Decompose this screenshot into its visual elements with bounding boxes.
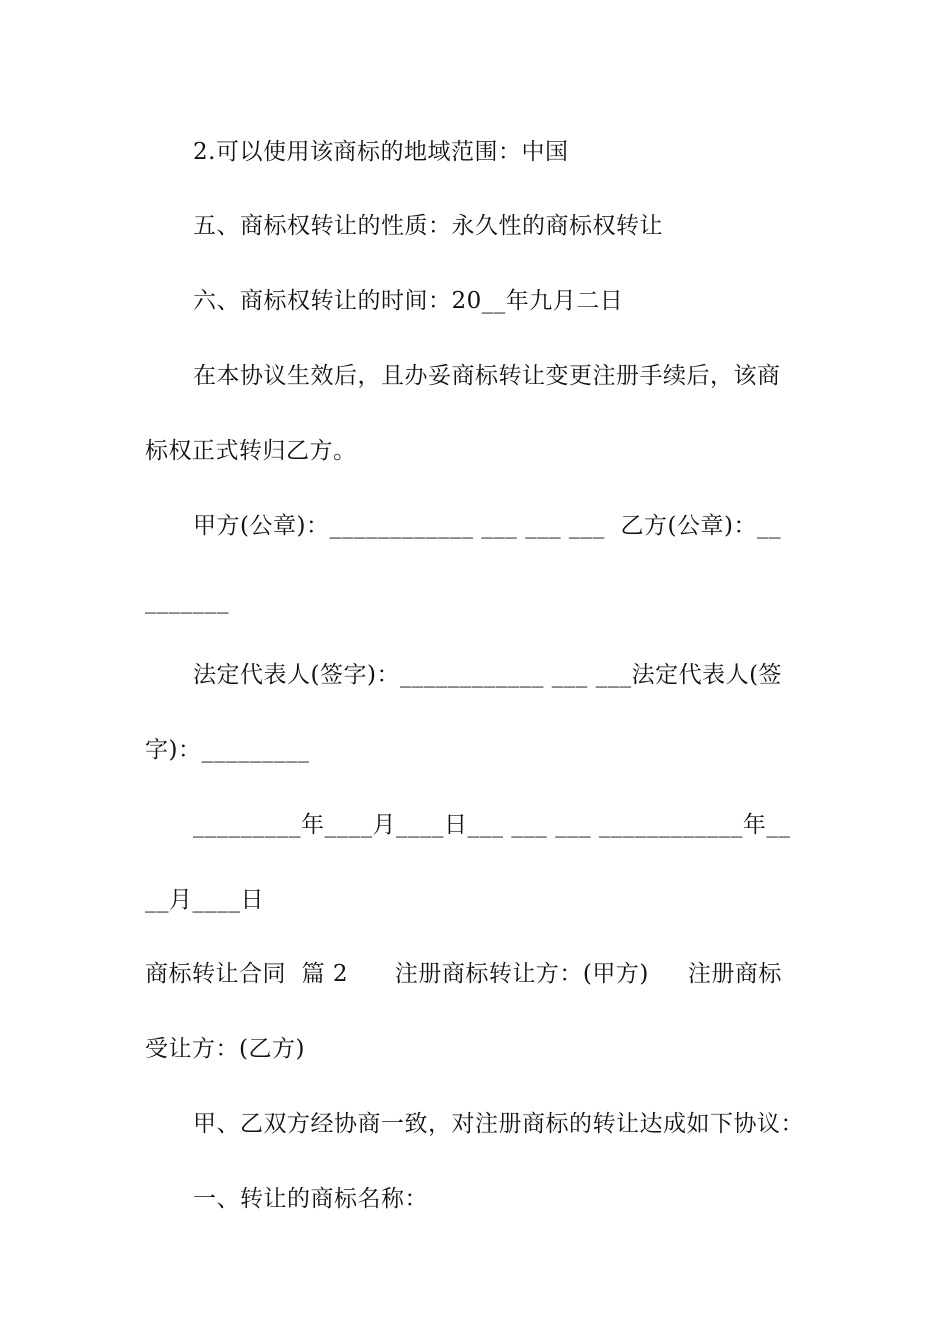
contract-2-heading-line-2: 受让方：(乙方) xyxy=(145,1036,305,1062)
signature-date-line-2: __月____日 xyxy=(145,887,264,913)
signature-date-line-1: _________年____月____日___ ___ ___ ____________年__ xyxy=(193,812,791,838)
paragraph-region-scope: 2.可以使用该商标的地域范围：中国 xyxy=(193,139,569,165)
signature-representative-line-1: 法定代表人(签字)：____________ ___ ___法定代表人(签 xyxy=(193,662,783,688)
paragraph-transfer-time: 六、商标权转让的时间：20__年九月二日 xyxy=(193,288,624,314)
contract-2-heading-line-1: 商标转让合同 篇 2 注册商标转让方：(甲方) 注册商标 xyxy=(145,961,782,987)
signature-seal-line-1: 甲方(公章)：____________ ___ ___ ___ 乙方(公章)：__ xyxy=(193,513,781,539)
signature-representative-line-2: 字)：_________ xyxy=(145,737,310,763)
paragraph-effective-line-1: 在本协议生效后，且办妥商标转让变更注册手续后，该商 xyxy=(193,363,781,389)
paragraph-transfer-nature: 五、商标权转让的性质：永久性的商标权转让 xyxy=(193,213,663,239)
paragraph-effective-line-2: 标权正式转归乙方。 xyxy=(145,438,357,464)
paragraph-agreement: 甲、乙双方经协商一致，对注册商标的转让达成如下协议： xyxy=(193,1111,804,1137)
signature-seal-line-2: _______ xyxy=(145,588,229,614)
paragraph-trademark-name: 一、转让的商标名称： xyxy=(193,1186,428,1212)
